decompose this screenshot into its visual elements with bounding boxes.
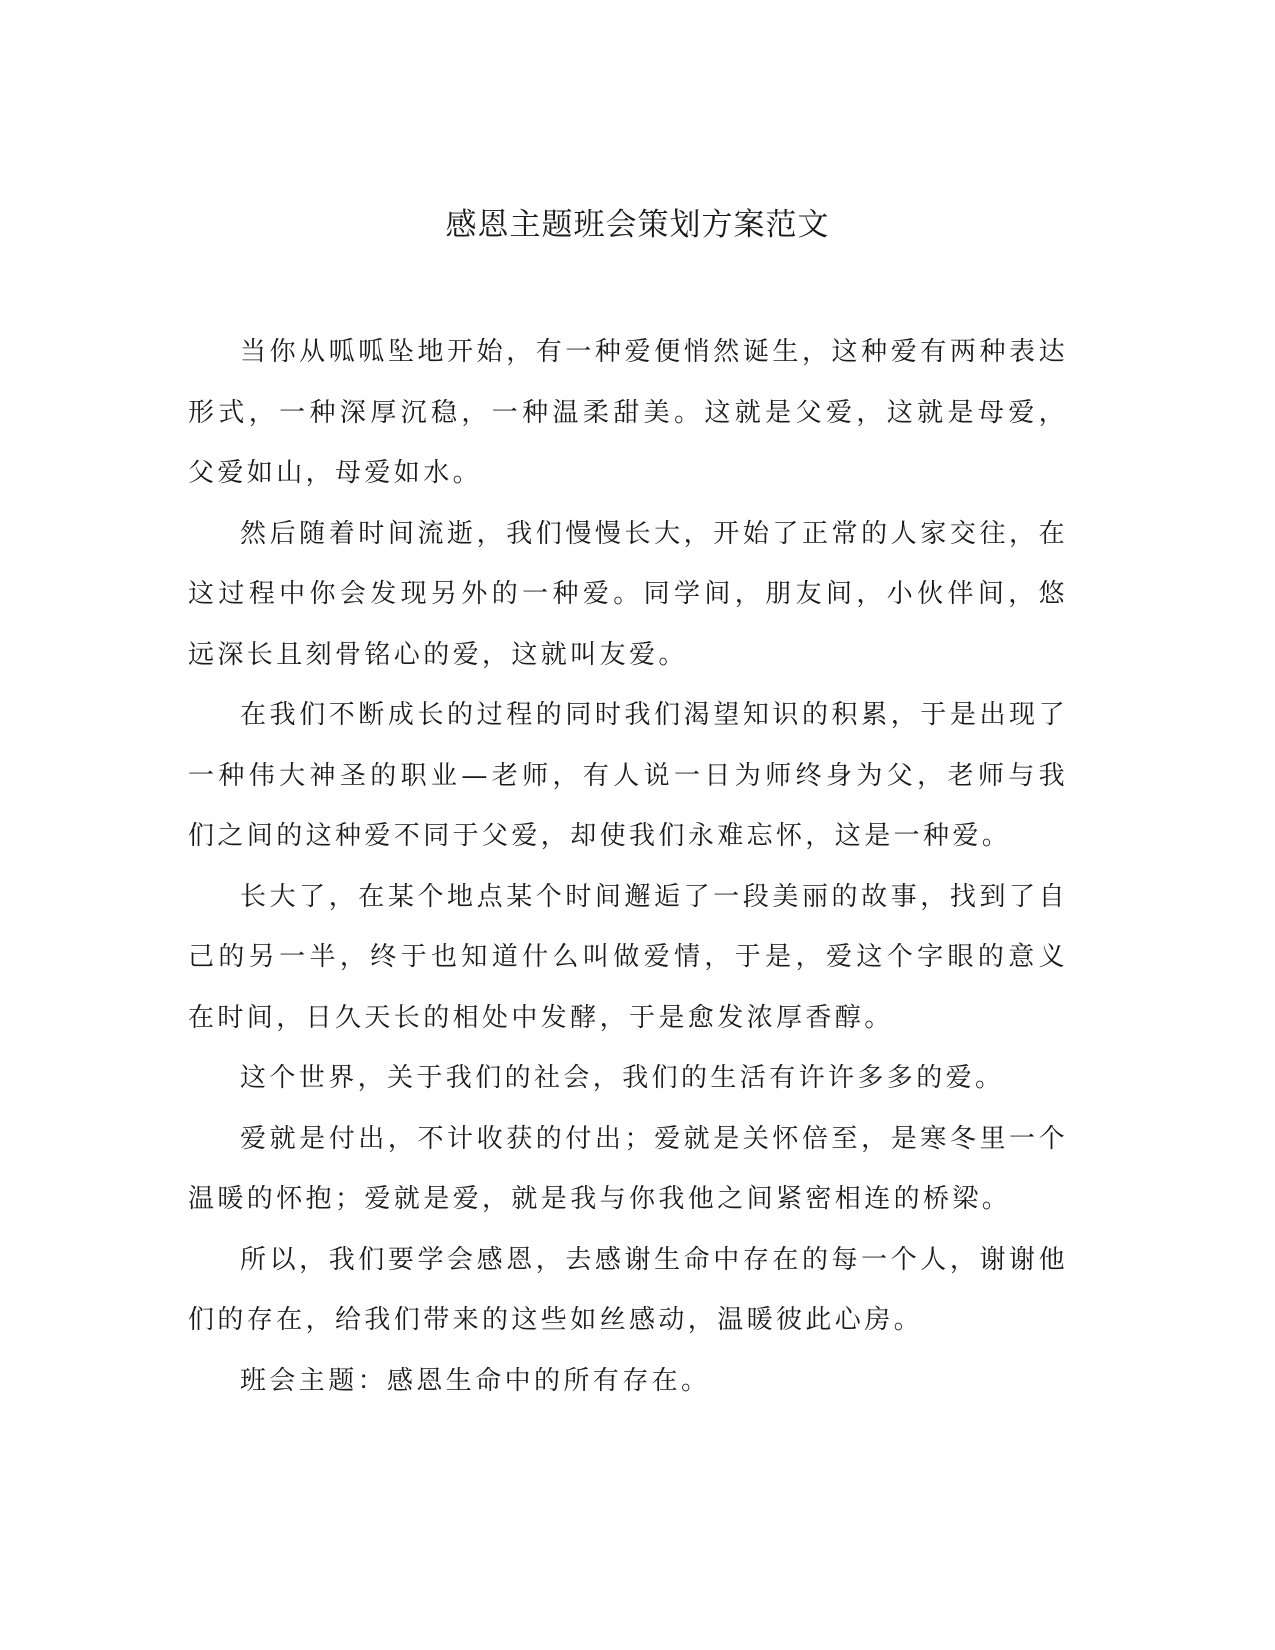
document-title: 感恩主题班会策划方案范文 [445, 207, 830, 243]
paragraph-3: 在我们不断成长的过程的同时我们渴望知识的积累，于是出现了一种伟大神圣的职业—老师，有人说一日为师终身为父，老师与我们之间的这种爱不同于父爱，却使我们永难忘怀，这是一种爱。 [188, 700, 1068, 851]
paragraph-5: 这个世界，关于我们的社会，我们的生活有许许多多的爱。 [240, 1063, 1005, 1093]
paragraph-8: 班会主题：感恩生命中的所有存在。 [240, 1365, 711, 1396]
paragraph-7: 所以，我们要学会感恩，去感谢生命中存在的每一个人，谢谢他们的存在，给我们带来的这些如丝感动，温暖彼此心房。 [188, 1244, 1068, 1335]
paragraph-2: 然后随着时间流逝，我们慢慢长大，开始了正常的人家交往，在这过程中你会发现另外的一种爱。同学间，朋友间，小伙伴间，悠远深长且刻骨铭心的爱，这就叫友爱。 [188, 518, 1068, 670]
document-body [188, 322, 1068, 1411]
paragraph-1: 当你从呱呱坠地开始，有一种爱便悄然诞生，这种爱有两种表达形式，一种深厚沉稳，一种温柔甜美。这就是父爱，这就是母爱，父爱如山，母爱如水。 [188, 337, 1068, 488]
paragraph-4: 长大了，在某个地点某个时间邂逅了一段美丽的故事，找到了自己的另一半，终于也知道什么叫做爱情，于是，爱这个字眼的意义在时间，日久天长的相处中发酵，于是愈发浓厚香醇。 [188, 881, 1068, 1033]
paragraph-6: 爱就是付出，不计收获的付出；爱就是关怀倍至，是寒冬里一个温暖的怀抱；爱就是爱，就是我与你我他之间紧密相连的桥梁。 [188, 1123, 1068, 1214]
